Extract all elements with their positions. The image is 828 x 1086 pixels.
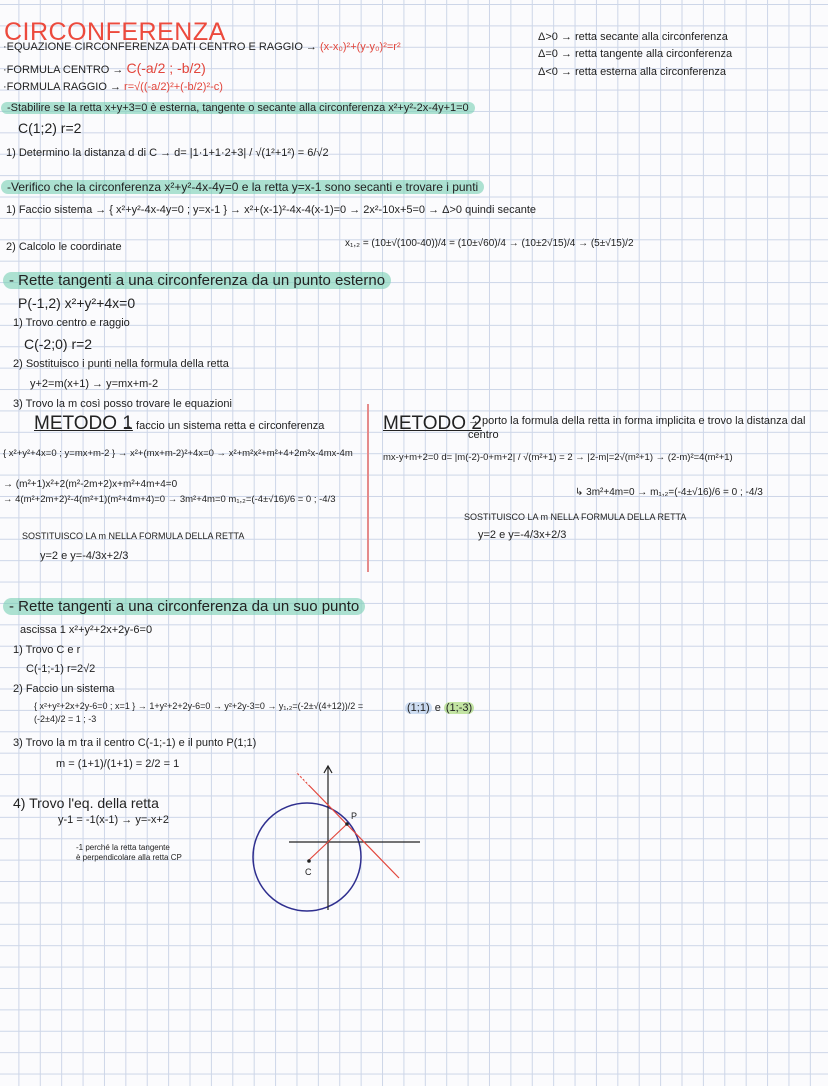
method-line: → 4(m²+2m+2)²-4(m²+1)(m²+4m+4)=0 → 3m²+4m=0 m₁,₂=(-4±√16)/6 = 0 ; -4/3 [3,494,336,505]
method-line: → (m²+1)x²+2(m²-2m+2)x+m²+4m+4=0 [3,479,178,490]
section-heading: - Rette tangenti a una circonferenza da un suo punto [3,598,365,615]
step-value: y-1 = -1(x-1) → y=-x+2 [58,814,169,826]
points-conjunction: e [434,702,441,714]
formula-value: C(-a/2 ; -b/2) [126,60,206,76]
center-radius: C(1;2) r=2 [18,120,82,136]
method-title: METODO 2 [383,413,482,434]
method-line: ↳ 3m²+4m=0 → m₁,₂=(-4±√16)/6 = 0 ; -4/3 [575,487,763,498]
point-b: (1;-3) [445,702,473,714]
method-result: y=2 e y=-4/3x+2/3 [40,550,129,562]
step-value: C(-1;-1) r=2√2 [26,663,96,675]
given: ascissa 1 x²+y²+2x+2y-6=0 [20,624,153,636]
point-p [345,822,349,826]
step-value: m = (1+1)/(1+1) = 2/2 = 1 [56,758,180,770]
legend-item: Δ=0 → retta tangente alla circonferenza [538,48,733,60]
section-heading: - Rette tangenti a una circonferenza da un punto esterno [3,272,391,289]
given: P(-1,2) x²+y²+4x=0 [18,295,136,311]
step: 1) Determino la distanza d di C → d= |1·1+1·2+3| / √(1²+1²) = 6/√2 [6,147,329,159]
step: 1) Faccio sistema → { x²+y²-4x-4y=0 ; y=x-1 } → x²+(x-1)²-4x-4(x-1)=0 → 2x²-10x+5=0 → Δ>0 quindi secante [6,204,537,216]
formula-label: ·FORMULA RAGGIO → [3,81,121,93]
method-desc: → faccio un sistema retta e circonferenza [122,420,325,432]
method-line: mx-y+m+2=0 d= |m(-2)-0+m+2| / √(m²+1) = 2 → |2-m|=2√(m²+1) → (2-m)²=4(m²+1) [383,452,733,463]
step: 3) Trovo la m tra il centro C(-1;-1) e il punto P(1;1) [13,737,257,749]
legend-item: Δ<0 → retta esterna alla circonferenza [538,66,727,78]
step: 2) Sostituisco i punti nella formula della retta [13,358,229,370]
step-value: C(-2;0) r=2 [24,336,93,352]
method-sub: SOSTITUISCO LA m NELLA FORMULA DELLA RETTA [464,512,687,522]
roots: x₁,₂ = (10±√(100-40))/4 = (10±√60)/4 → (10±2√15)/4 → (5±√15)/2 [345,238,634,249]
step: 2) Calcolo le coordinate [6,241,122,253]
point-a: (1;1) [407,702,430,714]
section-heading: -Stabilire se la retta x+y+3=0 è esterna, tangente o secante alla circonferenza x²+y²-2x-4y+1=0 [1,102,475,114]
step-value: { x²+y²+2x+2y-6=0 ; x=1 } → 1+y²+2+2y-6=0 → y²+2y-3=0 → y₁,₂=(-2±√(4+12))/2 = (-2±4)/2 = 1 ; -3 [34,701,364,724]
label-c: C [305,867,312,877]
step: 1) Trovo centro e raggio [13,317,130,329]
formula-label: ·FORMULA CENTRO → [3,64,124,76]
method-line: { x²+y²+4x=0 ; y=mx+m-2 } → x²+(mx+m-2)²+4x=0 → x²+m²x²+m²+4+2m²x-4mx-4m [3,448,353,459]
method-desc: → porto la formula della retta in forma implicita e trovo la distanza dal centro [468,415,806,441]
note: è perpendicolare alla retta CP [76,853,182,862]
method-title: METODO 1 [34,413,133,434]
label-p: P [351,811,358,821]
note: -1 perché la retta tangente [76,843,170,852]
method-sub: SOSTITUISCO LA m NELLA FORMULA DELLA RETTA [22,531,245,541]
step-value: y+2=m(x+1) → y=mx+m-2 [30,378,159,390]
step: 4) Trovo l'eq. della retta [13,795,159,811]
step: 1) Trovo C e r [13,644,81,656]
step: 2) Faccio un sistema [13,683,115,695]
point-c [307,859,311,863]
method-result: y=2 e y=-4/3x+2/3 [478,529,567,541]
legend-item: Δ>0 → retta secante alla circonferenza [538,31,728,43]
section-heading: -Verifico che la circonferenza x²+y²-4x-4y=0 e la retta y=x-1 sono secanti e trovare i punti [1,180,484,194]
page-title: CIRCONFERENZA [4,18,226,46]
formula-value: r=√((-a/2)²+(-b/2)²-c) [124,81,223,93]
formula-value: (x-x₀)²+(y-y₀)²=r² [320,41,401,53]
formula-label: ·EQUAZIONE CIRCONFERENZA DATI CENTRO E RAGGIO → [3,41,317,53]
step: 3) Trovo la m così posso trovare le equazioni [13,398,232,410]
circle [253,803,361,911]
